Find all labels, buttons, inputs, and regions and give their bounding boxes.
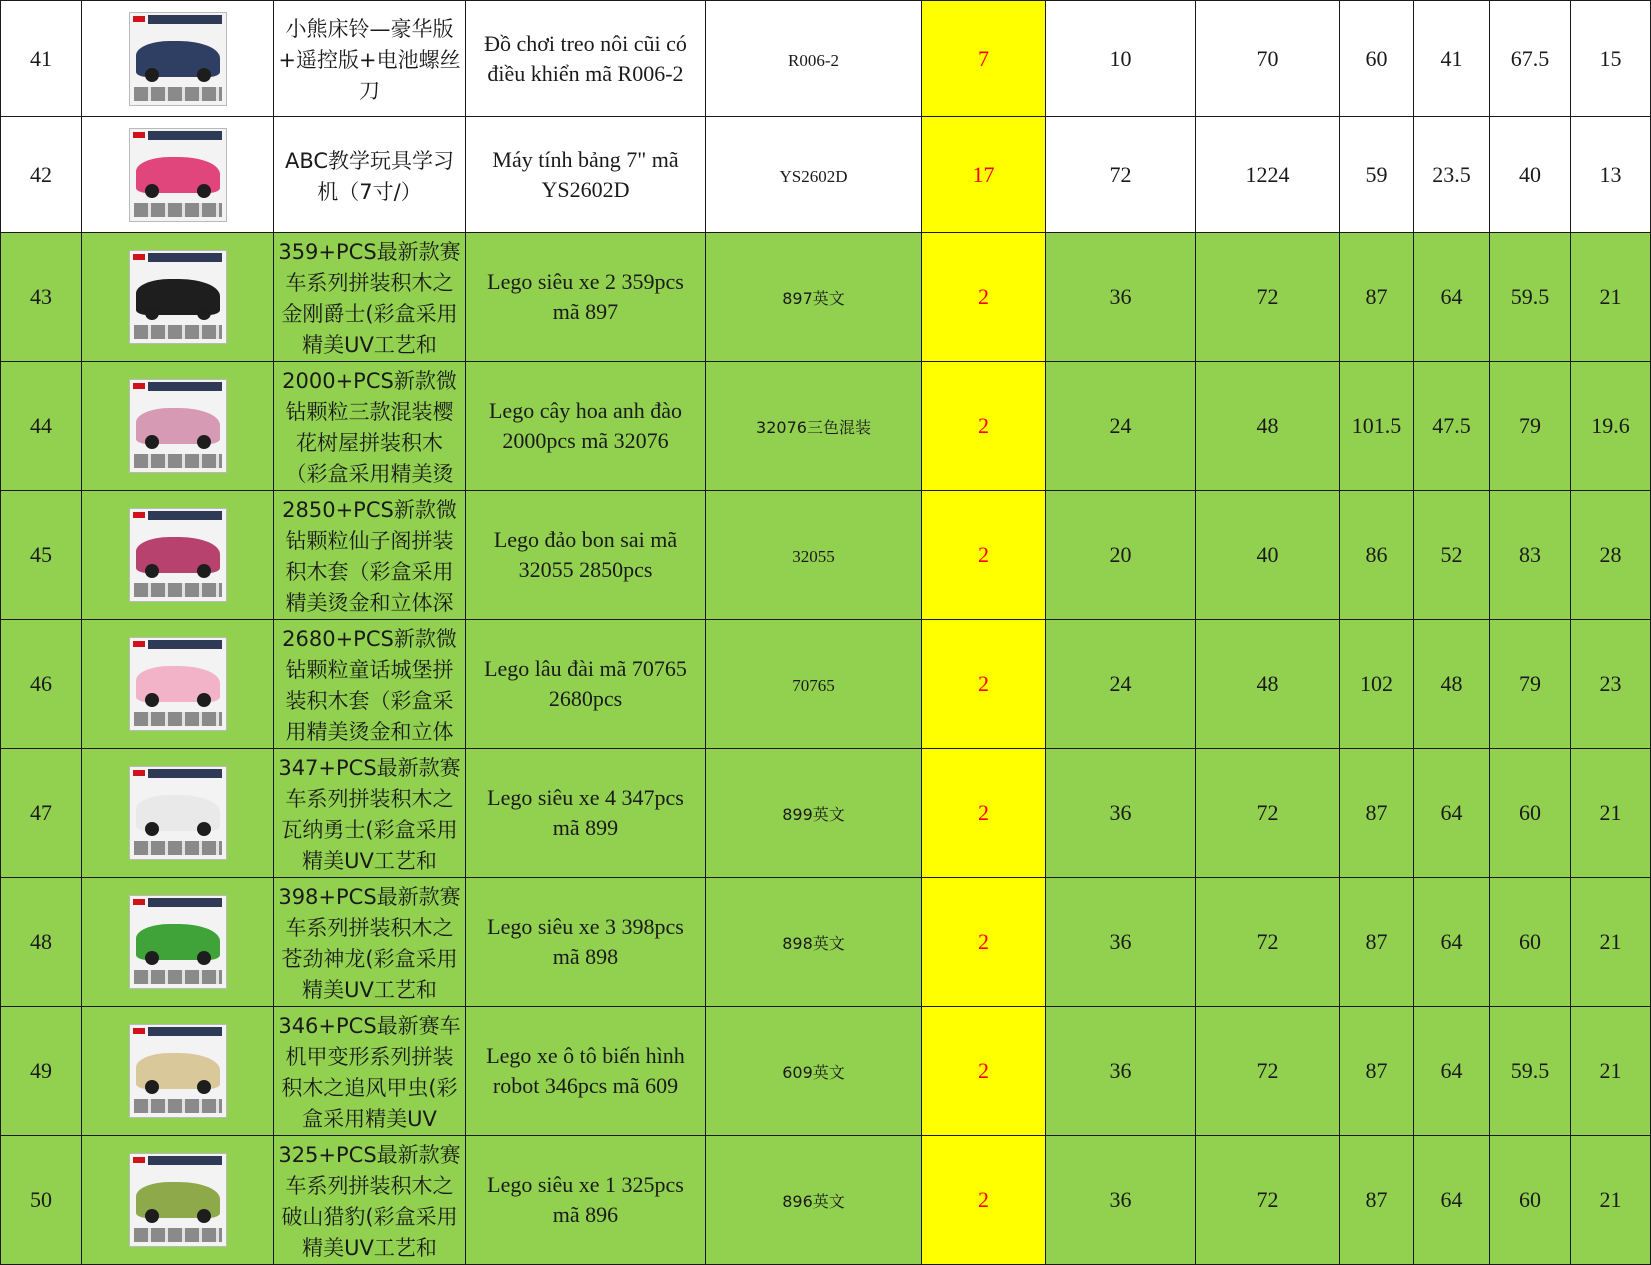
numeric-cell[interactable]: 23 bbox=[1571, 620, 1651, 749]
numeric-cell[interactable]: 60 bbox=[1490, 749, 1571, 878]
chinese-name-text: 346+PCS最新赛车机甲变形系列拼装积木之追风甲虫(彩盒采用精美UV bbox=[278, 1014, 461, 1131]
transforming-robot-car-icon bbox=[129, 1024, 227, 1118]
bonsai-pavilion-icon bbox=[129, 508, 227, 602]
quantity-cell[interactable]: 17 bbox=[922, 117, 1046, 233]
product-image-cell[interactable] bbox=[82, 1, 274, 117]
vietnamese-name-cell[interactable] bbox=[466, 1007, 706, 1136]
row-number-cell[interactable]: 41 bbox=[1, 1, 82, 117]
vietnamese-name-text: Lego siêu xe 3 398pcs mã 898 bbox=[487, 914, 684, 969]
table-body bbox=[1, 1, 1651, 1265]
chinese-name-text: 347+PCS最新款赛车系列拼装积木之瓦纳勇士(彩盒采用精美UV工艺和 bbox=[278, 756, 461, 873]
vietnamese-name-cell[interactable] bbox=[466, 878, 706, 1007]
numeric-cell[interactable]: 102 bbox=[1340, 620, 1414, 749]
chinese-name-text: 2680+PCS新款微钻颗粒童话城堡拼装积木套（彩盒采用精美烫金和立体 bbox=[282, 627, 457, 744]
fairy-castle-icon bbox=[129, 637, 227, 731]
numeric-cell[interactable]: 15 bbox=[1571, 1, 1651, 117]
chinese-name-text: 359+PCS最新款赛车系列拼装积木之金刚爵士(彩盒采用精美UV工艺和 bbox=[278, 240, 461, 357]
numeric-cell[interactable]: 41 bbox=[1414, 1, 1490, 117]
vietnamese-name-text: Đồ chơi treo nôi cũi có điều khiển mã R006-2 bbox=[484, 30, 687, 86]
numeric-cell[interactable]: 72 bbox=[1196, 878, 1340, 1007]
white-race-car-icon bbox=[129, 766, 227, 860]
chinese-name-text: 2850+PCS新款微钻颗粒仙子阁拼装积木套（彩盒采用精美烫金和立体深 bbox=[282, 498, 457, 615]
product-code-text: 896英文 bbox=[782, 1192, 845, 1211]
numeric-cell[interactable]: 21 bbox=[1571, 1136, 1651, 1265]
numeric-cell[interactable]: 23.5 bbox=[1414, 117, 1490, 233]
numeric-cell[interactable]: 36 bbox=[1046, 1007, 1196, 1136]
chinese-name-cell[interactable] bbox=[274, 749, 466, 878]
product-code-text: 32055 bbox=[792, 547, 835, 566]
numeric-cell[interactable]: 48 bbox=[1196, 362, 1340, 491]
table-row bbox=[1, 749, 1651, 878]
vietnamese-name-cell[interactable] bbox=[466, 233, 706, 362]
chinese-name-text: ABC教学玩具学习机（7寸/） bbox=[284, 148, 455, 204]
chinese-name-cell[interactable] bbox=[274, 1136, 466, 1265]
table-row bbox=[1, 878, 1651, 1007]
numeric-cell[interactable]: 24 bbox=[1046, 620, 1196, 749]
numeric-cell[interactable]: 70 bbox=[1196, 1, 1340, 117]
table-row bbox=[1, 491, 1651, 620]
product-image-cell[interactable] bbox=[82, 1007, 274, 1136]
vietnamese-name-cell[interactable] bbox=[466, 362, 706, 491]
product-code-text: 899英文 bbox=[782, 805, 845, 824]
vietnamese-name-cell[interactable] bbox=[466, 1136, 706, 1265]
product-code-text: R006-2 bbox=[788, 50, 839, 70]
olive-race-car-icon bbox=[129, 1153, 227, 1247]
numeric-cell[interactable]: 40 bbox=[1196, 491, 1340, 620]
table-row bbox=[1, 620, 1651, 749]
product-image-cell[interactable] bbox=[82, 117, 274, 233]
chinese-name-cell[interactable] bbox=[274, 1, 466, 117]
numeric-cell[interactable]: 60 bbox=[1490, 1136, 1571, 1265]
table-row bbox=[1, 1, 1651, 117]
quantity-cell[interactable]: 2 bbox=[922, 233, 1046, 362]
numeric-cell[interactable]: 72 bbox=[1196, 1007, 1340, 1136]
numeric-cell[interactable]: 40 bbox=[1490, 117, 1571, 233]
numeric-cell[interactable]: 64 bbox=[1414, 878, 1490, 1007]
vietnamese-name-text: Lego đảo bon sai mã 32055 2850pcs bbox=[493, 527, 678, 582]
numeric-cell[interactable]: 59.5 bbox=[1490, 1007, 1571, 1136]
numeric-cell[interactable]: 72 bbox=[1196, 233, 1340, 362]
vietnamese-name-text: Lego siêu xe 2 359pcs mã 897 bbox=[487, 269, 684, 324]
quantity-cell[interactable]: 2 bbox=[922, 1136, 1046, 1265]
vietnamese-name-cell[interactable] bbox=[466, 620, 706, 749]
product-image-cell[interactable] bbox=[82, 233, 274, 362]
numeric-cell[interactable]: 20 bbox=[1046, 491, 1196, 620]
chinese-name-cell[interactable] bbox=[274, 233, 466, 362]
vietnamese-name-text: Máy tính bảng 7" mã YS2602D bbox=[492, 146, 679, 202]
product-code-cell[interactable] bbox=[706, 117, 922, 233]
row-number-cell[interactable]: 43 bbox=[1, 233, 82, 362]
numeric-cell[interactable]: 36 bbox=[1046, 749, 1196, 878]
product-code-cell[interactable] bbox=[706, 362, 922, 491]
numeric-cell[interactable]: 64 bbox=[1414, 1007, 1490, 1136]
numeric-cell[interactable]: 64 bbox=[1414, 233, 1490, 362]
numeric-cell[interactable]: 28 bbox=[1571, 491, 1651, 620]
row-number-cell[interactable]: 45 bbox=[1, 491, 82, 620]
product-code-cell[interactable] bbox=[706, 491, 922, 620]
numeric-cell[interactable]: 36 bbox=[1046, 1136, 1196, 1265]
quantity-cell[interactable]: 2 bbox=[922, 878, 1046, 1007]
numeric-cell[interactable]: 101.5 bbox=[1340, 362, 1414, 491]
numeric-cell[interactable]: 52 bbox=[1414, 491, 1490, 620]
numeric-cell[interactable]: 79 bbox=[1490, 362, 1571, 491]
chinese-name-cell[interactable] bbox=[274, 491, 466, 620]
green-race-car-icon bbox=[129, 895, 227, 989]
row-number-cell[interactable]: 46 bbox=[1, 620, 82, 749]
product-code-text: 897英文 bbox=[782, 289, 845, 308]
quantity-cell[interactable]: 2 bbox=[922, 620, 1046, 749]
product-image-cell[interactable] bbox=[82, 362, 274, 491]
numeric-cell[interactable]: 60 bbox=[1490, 878, 1571, 1007]
baby-crib-mobile-icon bbox=[129, 12, 227, 106]
table-row bbox=[1, 1007, 1651, 1136]
product-code-cell[interactable] bbox=[706, 620, 922, 749]
product-code-cell[interactable] bbox=[706, 1136, 922, 1265]
table-row bbox=[1, 362, 1651, 491]
vietnamese-name-cell[interactable] bbox=[466, 1, 706, 117]
chinese-name-text: 小熊床铃—豪华版+遥控版+电池螺丝刀 bbox=[278, 17, 461, 103]
quantity-cell[interactable]: 2 bbox=[922, 749, 1046, 878]
numeric-cell[interactable]: 87 bbox=[1340, 878, 1414, 1007]
row-number-cell[interactable]: 42 bbox=[1, 117, 82, 233]
numeric-cell[interactable]: 1224 bbox=[1196, 117, 1340, 233]
numeric-cell[interactable]: 59 bbox=[1340, 117, 1414, 233]
black-race-car-icon bbox=[129, 250, 227, 344]
numeric-cell[interactable]: 72 bbox=[1196, 749, 1340, 878]
chinese-name-text: 325+PCS最新款赛车系列拼装积木之破山猎豹(彩盒采用精美UV工艺和 bbox=[278, 1143, 461, 1260]
row-number-cell[interactable]: 49 bbox=[1, 1007, 82, 1136]
learning-tablet-icon bbox=[129, 128, 227, 222]
vietnamese-name-text: Lego siêu xe 1 325pcs mã 896 bbox=[487, 1172, 684, 1227]
numeric-cell[interactable]: 36 bbox=[1046, 233, 1196, 362]
vietnamese-name-text: Lego lâu đài mã 70765 2680pcs bbox=[484, 656, 687, 711]
product-image-cell[interactable] bbox=[82, 1136, 274, 1265]
numeric-cell[interactable]: 72 bbox=[1196, 1136, 1340, 1265]
chinese-name-cell[interactable] bbox=[274, 117, 466, 233]
numeric-cell[interactable]: 67.5 bbox=[1490, 1, 1571, 117]
chinese-name-cell[interactable] bbox=[274, 1007, 466, 1136]
numeric-cell[interactable]: 86 bbox=[1340, 491, 1414, 620]
table-row bbox=[1, 117, 1651, 233]
product-image-cell[interactable] bbox=[82, 491, 274, 620]
numeric-cell[interactable]: 24 bbox=[1046, 362, 1196, 491]
numeric-cell[interactable]: 10 bbox=[1046, 1, 1196, 117]
product-code-text: 32076三色混装 bbox=[756, 418, 871, 437]
cherry-blossom-house-icon bbox=[129, 379, 227, 473]
product-code-text: 898英文 bbox=[782, 934, 845, 953]
product-code-cell[interactable] bbox=[706, 878, 922, 1007]
chinese-name-text: 398+PCS最新款赛车系列拼装积木之苍劲神龙(彩盒采用精美UV工艺和 bbox=[278, 885, 461, 1002]
numeric-cell[interactable]: 60 bbox=[1340, 1, 1414, 117]
product-code-text: 70765 bbox=[792, 676, 835, 695]
quantity-cell[interactable]: 2 bbox=[922, 1007, 1046, 1136]
quantity-cell[interactable]: 2 bbox=[922, 491, 1046, 620]
numeric-cell[interactable]: 47.5 bbox=[1414, 362, 1490, 491]
quantity-cell[interactable]: 2 bbox=[922, 362, 1046, 491]
numeric-cell[interactable]: 21 bbox=[1571, 233, 1651, 362]
product-code-text: YS2602D bbox=[779, 166, 848, 186]
numeric-cell[interactable]: 79 bbox=[1490, 620, 1571, 749]
numeric-cell[interactable]: 87 bbox=[1340, 1007, 1414, 1136]
product-code-cell[interactable] bbox=[706, 1007, 922, 1136]
chinese-name-cell[interactable] bbox=[274, 878, 466, 1007]
product-code-cell[interactable] bbox=[706, 749, 922, 878]
numeric-cell[interactable]: 13 bbox=[1571, 117, 1651, 233]
vietnamese-name-text: Lego cây hoa anh đào 2000pcs mã 32076 bbox=[488, 398, 683, 453]
quantity-cell[interactable]: 7 bbox=[922, 1, 1046, 117]
vietnamese-name-cell[interactable] bbox=[466, 491, 706, 620]
numeric-cell[interactable]: 87 bbox=[1340, 749, 1414, 878]
numeric-cell[interactable]: 36 bbox=[1046, 878, 1196, 1007]
product-image-cell[interactable] bbox=[82, 620, 274, 749]
numeric-cell[interactable]: 21 bbox=[1571, 749, 1651, 878]
product-code-cell[interactable] bbox=[706, 233, 922, 362]
vietnamese-name-cell[interactable] bbox=[466, 749, 706, 878]
numeric-cell[interactable]: 64 bbox=[1414, 749, 1490, 878]
numeric-cell[interactable]: 83 bbox=[1490, 491, 1571, 620]
chinese-name-text: 2000+PCS新款微钻颗粒三款混装樱花树屋拼装积木（彩盒采用精美烫 bbox=[282, 369, 457, 486]
numeric-cell[interactable]: 48 bbox=[1414, 620, 1490, 749]
numeric-cell[interactable]: 21 bbox=[1571, 1007, 1651, 1136]
chinese-name-cell[interactable] bbox=[274, 620, 466, 749]
numeric-cell[interactable]: 87 bbox=[1340, 233, 1414, 362]
vietnamese-name-text: Lego xe ô tô biến hình robot 346pcs mã 609 bbox=[486, 1043, 685, 1098]
product-code-text: 609英文 bbox=[782, 1063, 845, 1082]
product-image-cell[interactable] bbox=[82, 878, 274, 1007]
numeric-cell[interactable]: 19.6 bbox=[1571, 362, 1651, 491]
numeric-cell[interactable]: 64 bbox=[1414, 1136, 1490, 1265]
numeric-cell[interactable]: 48 bbox=[1196, 620, 1340, 749]
numeric-cell[interactable]: 21 bbox=[1571, 878, 1651, 1007]
table-row bbox=[1, 1136, 1651, 1265]
table-row bbox=[1, 233, 1651, 362]
product-code-cell[interactable] bbox=[706, 1, 922, 117]
product-image-cell[interactable] bbox=[82, 749, 274, 878]
chinese-name-cell[interactable] bbox=[274, 362, 466, 491]
numeric-cell[interactable]: 72 bbox=[1046, 117, 1196, 233]
row-number-cell[interactable]: 48 bbox=[1, 878, 82, 1007]
row-number-cell[interactable]: 50 bbox=[1, 1136, 82, 1265]
vietnamese-name-cell[interactable] bbox=[466, 117, 706, 233]
numeric-cell[interactable]: 87 bbox=[1340, 1136, 1414, 1265]
row-number-cell[interactable]: 47 bbox=[1, 749, 82, 878]
vietnamese-name-text: Lego siêu xe 4 347pcs mã 899 bbox=[487, 785, 684, 840]
row-number-cell[interactable]: 44 bbox=[1, 362, 82, 491]
numeric-cell[interactable]: 59.5 bbox=[1490, 233, 1571, 362]
